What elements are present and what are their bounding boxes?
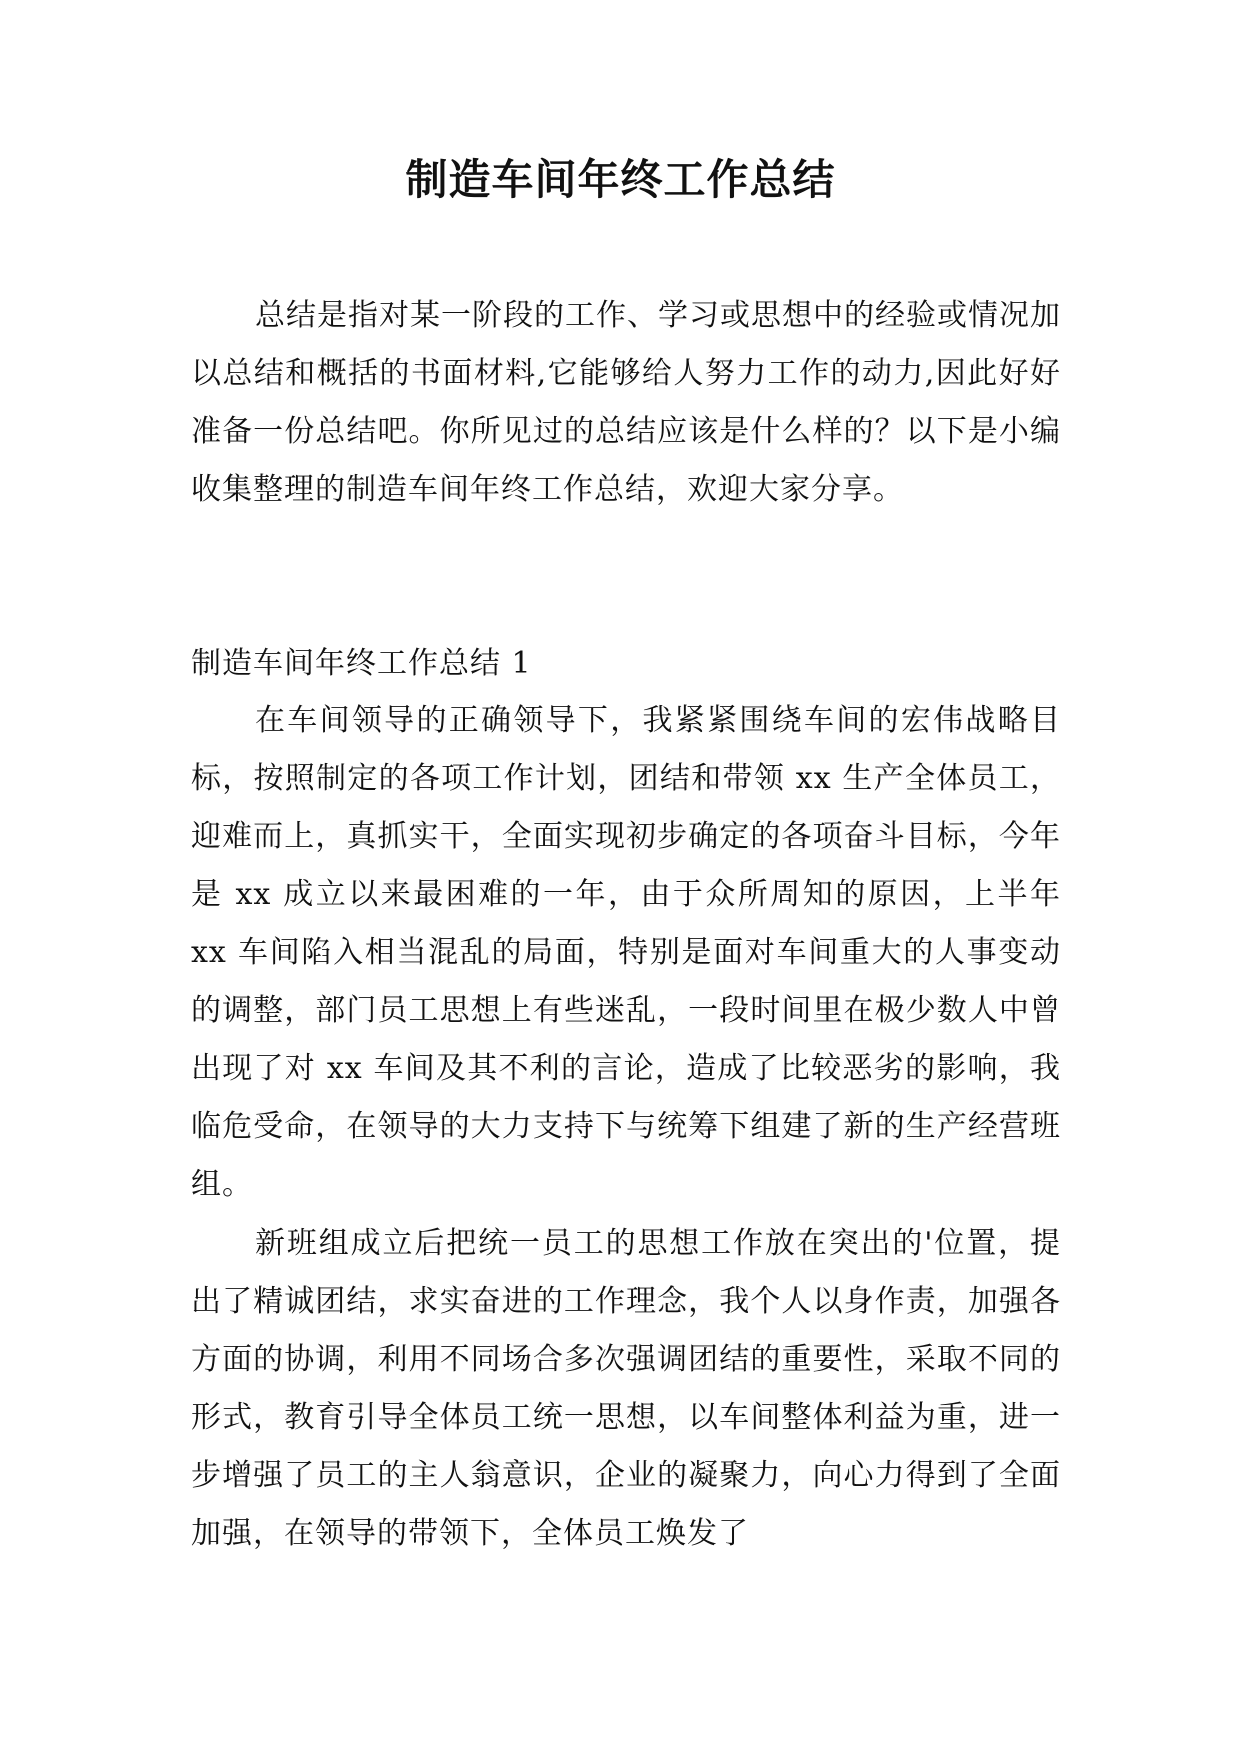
- body-paragraph-1: 在车间领导的正确领导下，我紧紧围绕车间的宏伟战略目标，按照制定的各项工作计划，团结和带领 xx 生产全体员工，迎难而上，真抓实干，全面实现初步确定的各项奋斗目标，今年是 xx 成立以来最困难的一年，由于众所周知的原因，上半年 xx 车间陷入相当混乱的局面，特别是面对车间重大的人事变动的调整，部门员工思想上有些迷乱，一段时间里在极少数人中曾出现了对 xx 车间及其不利的言论，造成了比较恶劣的影响，我临危受命，在领导的大力支持下与统筹下组建了新的生产经营班组。: [191, 703, 1061, 1202]
- intro-paragraph: 总结是指对某一阶段的工作、学习或思想中的经验或情况加以总结和概括的书面材料,它能够给人努力工作的动力,因此好好准备一份总结吧。你所见过的总结应该是什么样的？以下是小编收集整理的制造车间年终工作总结，欢迎大家分享。: [191, 298, 1061, 507]
- document-title: 制造车间年终工作总结: [405, 155, 836, 204]
- section-heading: 制造车间年终工作总结 1: [191, 646, 532, 681]
- body-paragraph-2: 新班组成立后把统一员工的思想工作放在突出的'位置，提出了精诚团结，求实奋进的工作理念，我个人以身作责，加强各方面的协调，利用不同场合多次强调团结的重要性，采取不同的形式，教育引导全体员工统一思想，以车间整体利益为重，进一步增强了员工的主人翁意识，企业的凝聚力，向心力得到了全面加强，在领导的带领下，全体员工焕发了: [191, 1226, 1061, 1551]
